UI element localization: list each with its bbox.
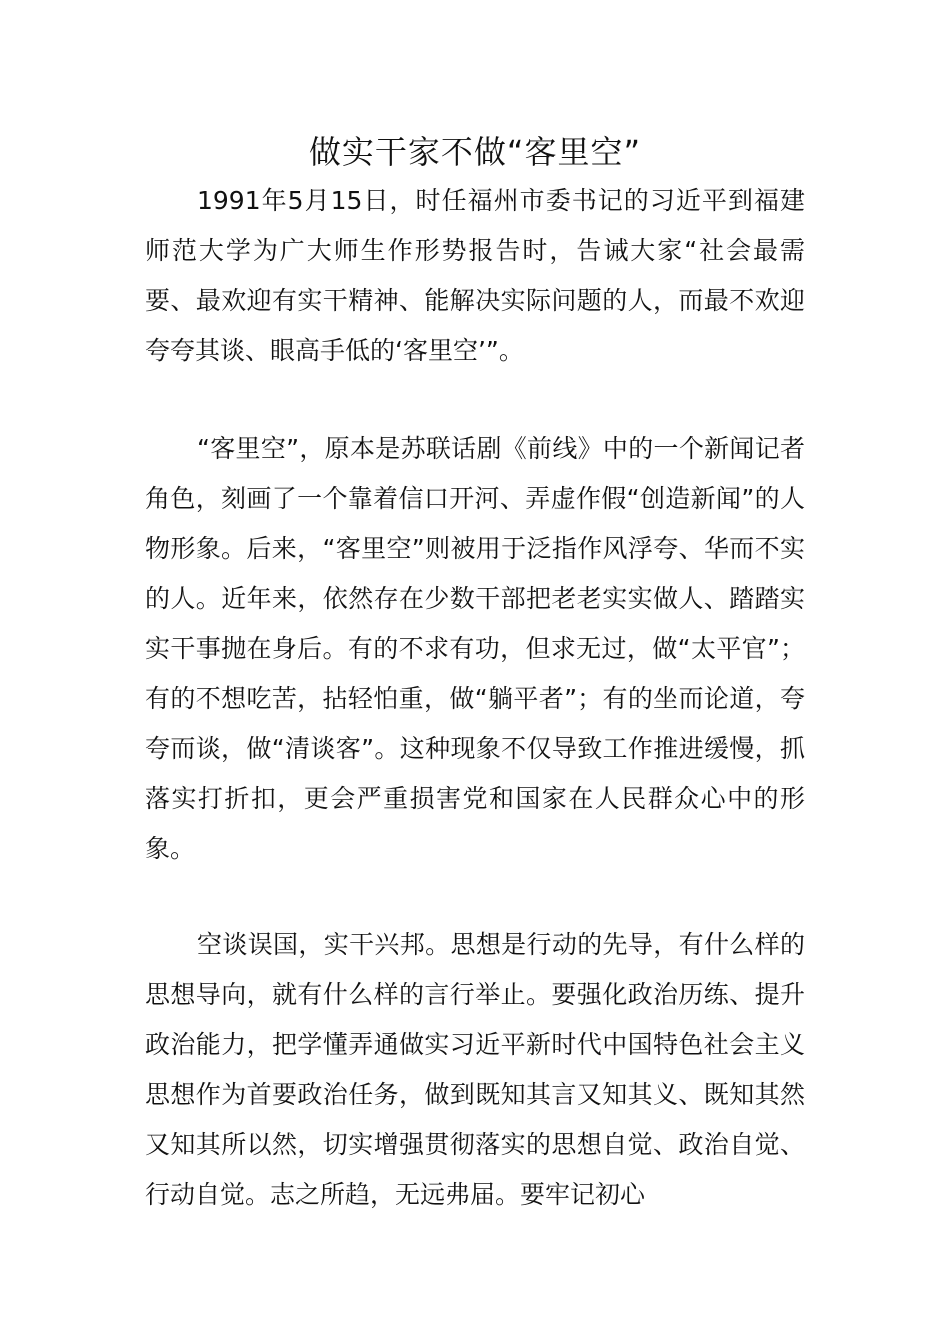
page-title: 做实干家不做“客里空” [308,133,642,171]
paragraph-2: “客里空”，原本是苏联话剧《前线》中的一个新闻记者角色，刻画了一个靠着信口开河、弄虚作假“创造新闻”的人物形象。后来，“客里空”则被用于泛指作风浮夸、华而不实的人。近年来，依然存在少数干部把老老实实做人、踏踏实实干事抛在身后。有的不求有功，但求无过，做“太平官”；有的不想吃苦，拈轻怕重，做“躺平者”；有的坐而论道，夸夸而谈，做“清谈客”。这种现象不仅导致工作推进缓慢，抓落实打折扣，更会严重损害党和国家在人民群众心中的形象。 [145,434,805,863]
paragraph-3: 空谈误国，实干兴邦。思想是行动的先导，有什么样的思想导向，就有什么样的言行举止。要强化政治历练、提升政治能力，把学懂弄通做实习近平新时代中国特色社会主义思想作为首要政治任务，做到既知其言又知其义、既知其然又知其所以然，切实增强贯彻落实的思想自觉、政治自觉、行动自觉。志之所趋，无远弗届。要牢记初心 [145,930,805,1209]
paragraph-1: 1991年5月15日，时任福州市委书记的习近平到福建师范大学为广大师生作形势报告时，告诫大家“社会最需要、最欢迎有实干精神、能解决实际问题的人，而最不欢迎夸夸其谈、眼高手低的‘客里空’”。 [145,186,805,365]
